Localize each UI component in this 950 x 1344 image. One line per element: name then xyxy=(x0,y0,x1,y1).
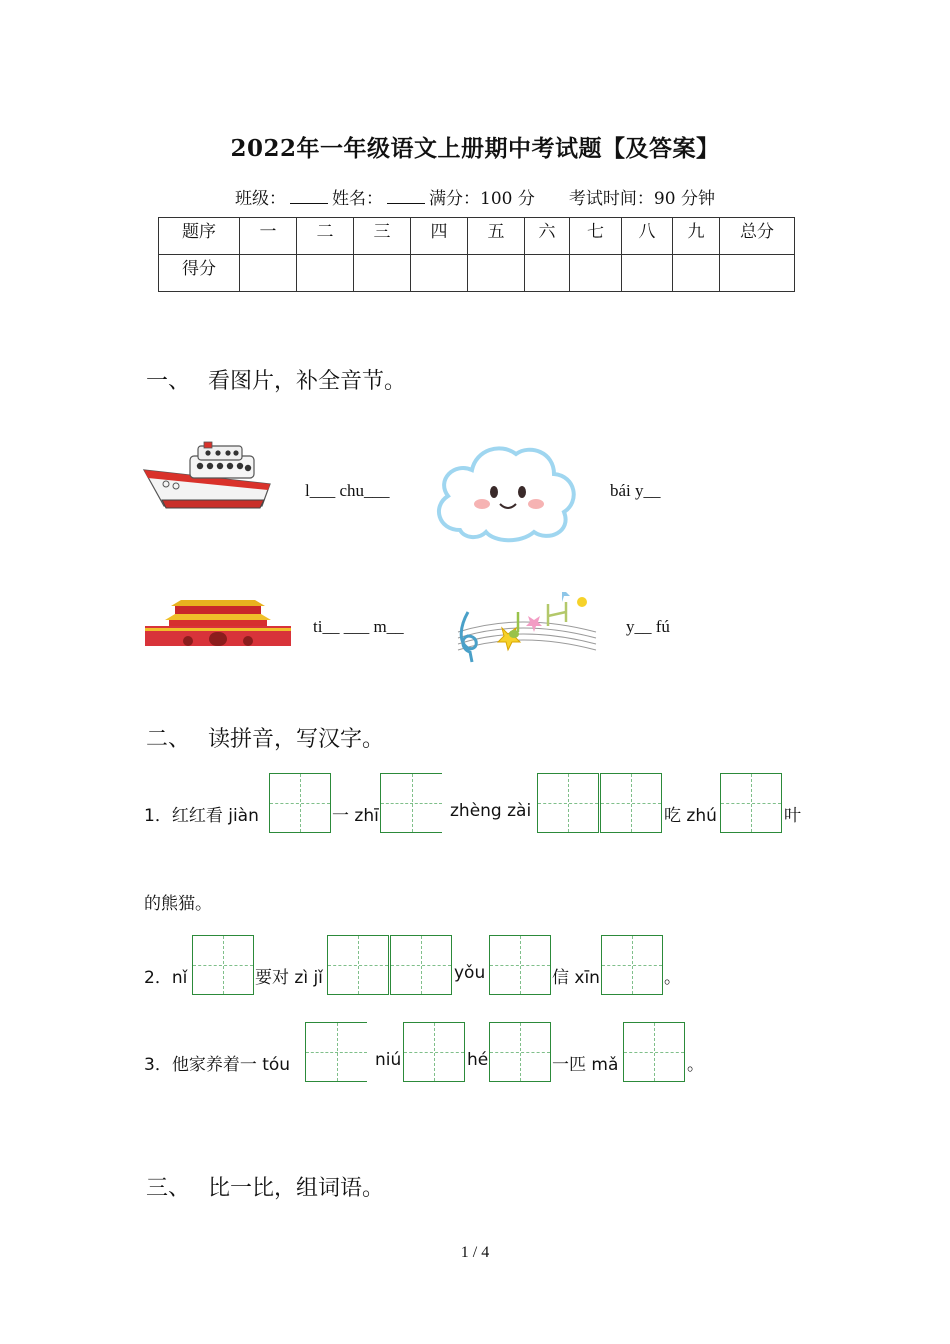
class-label: 班级： xyxy=(235,189,287,209)
pinyin-item: y__ fú xyxy=(626,617,670,636)
score-row-label: 得分 xyxy=(159,255,240,292)
q1-text-f: 的熊猫。 xyxy=(144,894,212,914)
music-notes-picture xyxy=(450,592,600,670)
score-table xyxy=(158,217,795,292)
section-number: 二、 xyxy=(146,727,191,752)
writing-grid-box[interactable] xyxy=(327,935,389,995)
q1-text-c: zhèng zài xyxy=(450,801,532,821)
score-cell: 五 xyxy=(468,218,525,255)
score-cell: 题序 xyxy=(159,218,240,255)
score-input-cell[interactable] xyxy=(622,255,673,292)
score-input-cell[interactable] xyxy=(570,255,622,292)
q1-text-a: 1．红红看 jiàn xyxy=(144,806,259,826)
q1-text-e: 叶 xyxy=(784,806,801,826)
score-cell: 九 xyxy=(673,218,720,255)
writing-grid-box[interactable] xyxy=(600,773,662,833)
writing-grid-box[interactable] xyxy=(380,773,442,833)
writing-grid-box[interactable] xyxy=(305,1022,367,1082)
class-blank[interactable] xyxy=(290,189,328,204)
pinyin-item: ti__ ___ m__ xyxy=(313,617,404,636)
score-cell: 三 xyxy=(354,218,411,255)
exam-time: 考试时间：90 分钟 xyxy=(568,189,715,209)
writing-grid-box[interactable] xyxy=(720,773,782,833)
writing-grid-box[interactable] xyxy=(269,773,331,833)
section-title: 读拼音，写汉字。 xyxy=(208,727,385,752)
section1-heading xyxy=(146,364,406,395)
score-cell: 七 xyxy=(570,218,622,255)
section-title: 比一比，组词语。 xyxy=(208,1176,385,1201)
q1-text-d: 吃 zhú xyxy=(664,806,717,826)
score-cell: 一 xyxy=(240,218,297,255)
section-number: 一、 xyxy=(146,369,191,394)
section-number: 三、 xyxy=(146,1176,191,1201)
score-input-cell[interactable] xyxy=(297,255,354,292)
writing-grid-box[interactable] xyxy=(489,1022,551,1082)
q2-text-a: 2．nǐ xyxy=(144,968,188,988)
writing-grid-box[interactable] xyxy=(623,1022,685,1082)
score-cell: 八 xyxy=(622,218,673,255)
q3-text-c: hé xyxy=(467,1050,489,1070)
writing-grid-box[interactable] xyxy=(537,773,599,833)
full-score: 满分：100 分 xyxy=(429,189,535,209)
score-input-cell[interactable] xyxy=(525,255,570,292)
tiananmen-picture xyxy=(143,598,293,648)
q3-text-b: niú xyxy=(375,1050,402,1070)
q2-text-d: 信 xīn xyxy=(552,968,600,988)
writing-grid-box[interactable] xyxy=(489,935,551,995)
exam-info xyxy=(0,184,950,209)
score-cell: 六 xyxy=(525,218,570,255)
q3-text-e: 。 xyxy=(687,1055,704,1075)
name-label: 姓名： xyxy=(332,189,384,209)
score-input-cell[interactable] xyxy=(354,255,411,292)
ship-picture xyxy=(140,440,274,514)
section2-heading xyxy=(146,722,384,753)
score-cell: 总分 xyxy=(720,218,795,255)
score-table-header-row xyxy=(159,218,795,255)
q2-text-e: 。 xyxy=(664,968,681,988)
score-table-score-row xyxy=(159,255,795,292)
q2-text-c: yǒu xyxy=(454,963,486,983)
q3-text-a: 3．他家养着一 tóu xyxy=(144,1055,291,1075)
q2-text-b: 要对 zì jǐ xyxy=(255,968,323,988)
score-input-cell[interactable] xyxy=(411,255,468,292)
score-cell: 二 xyxy=(297,218,354,255)
score-input-cell[interactable] xyxy=(468,255,525,292)
score-input-cell[interactable] xyxy=(240,255,297,292)
pinyin-item: bái y__ xyxy=(610,481,661,500)
cloud-picture xyxy=(430,440,580,544)
score-cell: 四 xyxy=(411,218,468,255)
score-input-cell[interactable] xyxy=(720,255,795,292)
section-title: 看图片，补全音节。 xyxy=(208,369,407,394)
page-number: 1 / 4 xyxy=(460,1244,490,1261)
q1-text-b: 一 zhī xyxy=(332,806,379,826)
writing-grid-box[interactable] xyxy=(601,935,663,995)
pinyin-item: l___ chu___ xyxy=(305,481,390,500)
section3-heading xyxy=(146,1171,384,1202)
name-blank[interactable] xyxy=(387,189,425,204)
page-title: 2022年一年级语文上册期中考试题【及答案】 xyxy=(230,135,720,162)
score-input-cell[interactable] xyxy=(673,255,720,292)
writing-grid-box[interactable] xyxy=(192,935,254,995)
writing-grid-box[interactable] xyxy=(403,1022,465,1082)
writing-grid-box[interactable] xyxy=(390,935,452,995)
q3-text-d: 一匹 mǎ xyxy=(552,1055,619,1075)
